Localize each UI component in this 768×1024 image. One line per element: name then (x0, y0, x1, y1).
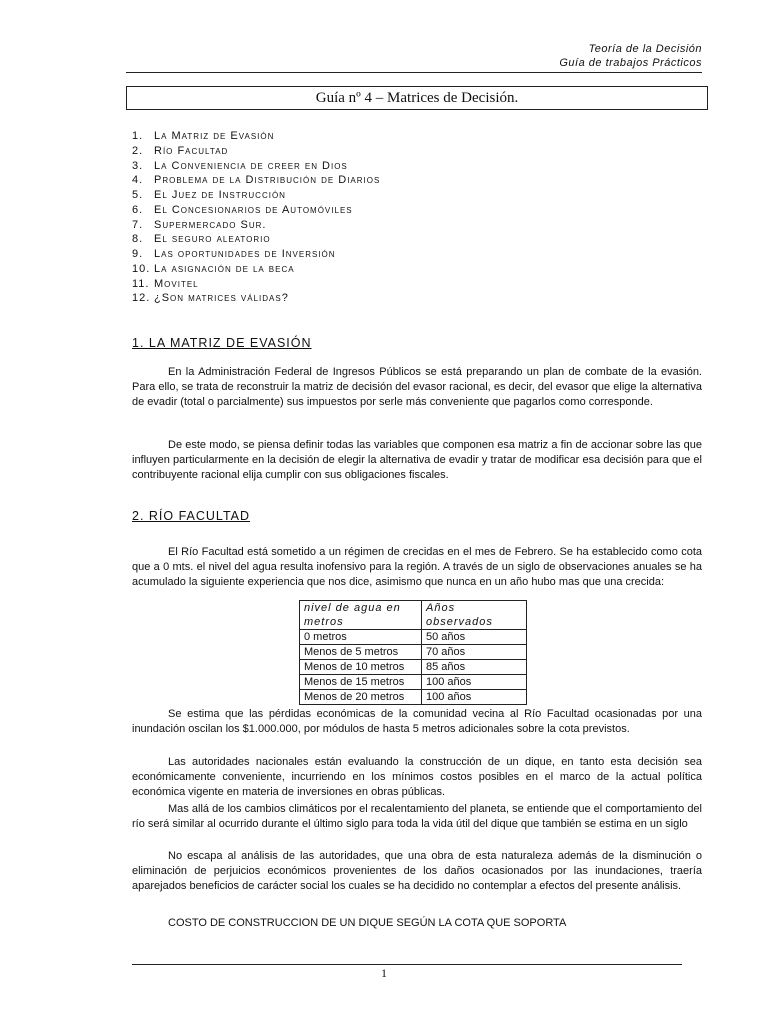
table-cell: 85 años (422, 660, 527, 675)
header-rule (126, 72, 702, 73)
paragraph-text: De este modo, se piensa definir todas las variables que componen esa matriz a fin de accionar sobre las que influyen particularmente en la decisión de elegir la alternativa de evadir y tratar de modificar esa decisión para que el contribuyente racional elija cumplir con sus obligaciones fiscales. (132, 439, 702, 481)
paragraph (132, 916, 702, 931)
toc-item-number: 9. (132, 248, 144, 260)
paragraph (132, 438, 702, 483)
toc-item-number: 11. (132, 277, 150, 290)
table-cell: 100 años (422, 690, 527, 705)
header-guide-subtitle: Guía de trabajos Prácticos (559, 57, 702, 69)
header-course-title: Teoría de la Decisión (588, 43, 702, 55)
table-of-contents (132, 129, 380, 306)
water-level-table (299, 600, 527, 705)
paragraph (132, 545, 702, 590)
toc-item (132, 218, 380, 233)
paragraph (132, 802, 702, 832)
toc-item-label: Río Facultad (154, 144, 229, 157)
toc-item-label: El Concesionarios de Automóviles (154, 203, 353, 216)
table-header-cell: nivel de agua en metros (300, 601, 422, 630)
table-cell: 50 años (422, 630, 527, 645)
table-row (300, 645, 527, 660)
toc-item (132, 232, 380, 247)
table-cell: Menos de 20 metros (300, 690, 422, 705)
table-cell: 70 años (422, 645, 527, 660)
toc-item (132, 277, 380, 292)
table-cell: Menos de 15 metros (300, 675, 422, 690)
table-header-row (300, 601, 527, 630)
table-header-cell: Años observados (422, 601, 527, 630)
toc-item-label: Supermercado Sur. (154, 218, 267, 231)
page-title: Guía nº 4 – Matrices de Decisión. (126, 86, 708, 110)
toc-item-label: Movitel (154, 277, 199, 290)
toc-item-number: 12. (132, 292, 151, 305)
page-header (559, 42, 702, 70)
toc-item (132, 129, 380, 144)
toc-item-label: El seguro aleatorio (154, 233, 271, 246)
toc-item-number: 8. (132, 233, 144, 246)
table-row (300, 690, 527, 705)
toc-item (132, 173, 380, 188)
table-cell: Menos de 10 metros (300, 660, 422, 675)
toc-item (132, 188, 380, 203)
toc-item-label: La Conveniencia de creer en Dios (154, 159, 348, 172)
paragraph-text: El Río Facultad está sometido a un régimen de crecidas en el mes de Febrero. Se ha establecido como cota que a 0 mts. el nivel del agua resulta inofensivo para la región. A través de un siglo de observaciones anuales se ha acumulado la siguiente experiencia que nos dice, asimismo que nunca en un año hubo mas que una crecida: (132, 546, 702, 588)
toc-item-number: 2. (132, 144, 144, 157)
table-row (300, 675, 527, 690)
toc-item (132, 262, 380, 277)
toc-item-label: ¿Son matrices válidas? (154, 292, 289, 305)
toc-item-number: 10. (132, 262, 151, 275)
paragraph-text: En la Administración Federal de Ingresos Públicos se está preparando un plan de combate de la evasión. Para ello, se trata de reconstruir la matriz de decisión del evasor racional, es decir, del evasor que elige la alternativa de evadir (total o parcialmente) sus impuestos por serle más conveniente que pagarlos como corresponde. (132, 366, 702, 408)
section-heading-rio-facultad: 2. RÍO FACULTAD (132, 509, 251, 523)
footer-rule (132, 964, 682, 965)
paragraph-text: Mas allá de los cambios climáticos por el recalentamiento del planeta, se entiende que el comportamiento del río será similar al ocurrido durante el último siglo para toda la vida útil del dique que también se estima en un siglo (132, 803, 702, 830)
toc-item (132, 144, 380, 159)
table-row (300, 630, 527, 645)
toc-item-label: El Juez de Instrucción (154, 189, 286, 201)
toc-item-number: 6. (132, 203, 144, 216)
toc-item (132, 159, 380, 174)
paragraph-text: Se estima que las pérdidas económicas de la comunidad vecina al Río Facultad ocasionadas por una inundación oscilan los $1.000.000, por módulos de hasta 5 metros adicionales sobre la cota previstos. (132, 708, 702, 735)
paragraph (132, 755, 702, 800)
toc-item (132, 247, 380, 262)
cost-table-caption: COSTO DE CONSTRUCCION DE UN DIQUE SEGÚN LA COTA QUE SOPORTA (168, 917, 567, 929)
toc-item-label: La asignación de la beca (154, 262, 295, 275)
table-row (300, 660, 527, 675)
toc-item-label: Problema de la Distribución de Diarios (154, 174, 381, 187)
toc-item-number: 5. (132, 189, 144, 201)
toc-item-number: 4. (132, 174, 144, 187)
toc-item-number: 3. (132, 159, 144, 172)
paragraph (132, 849, 702, 894)
paragraph-text: Las autoridades nacionales están evaluando la construcción de un dique, en tanto esta decisión sea económicamente conveniente, incurriendo en los mínimos costos posibles en el marco de la actual política económica vigente en materia de inversiones en obras públicas. (132, 756, 702, 798)
paragraph (132, 707, 702, 737)
paragraph-text: No escapa al análisis de las autoridades, que una obra de esta naturaleza además de la disminución o eliminación de perjuicios económicos provenientes de los daños ocasionados por las inundaciones, traería aparejados beneficios de carácter social los cuales se ha decidido no contemplar a efectos del presente análisis. (132, 850, 702, 892)
toc-item-number: 7. (132, 218, 144, 231)
page-number: 1 (381, 966, 387, 980)
section-heading-evasion: 1. LA MATRIZ DE EVASIÓN (132, 336, 312, 350)
toc-item-label: La Matriz de Evasión (154, 130, 275, 142)
paragraph (132, 365, 702, 410)
toc-item (132, 291, 380, 306)
table-cell: 0 metros (300, 630, 422, 645)
table-cell: 100 años (422, 675, 527, 690)
toc-item-label: Las oportunidades de Inversión (154, 248, 336, 260)
toc-item-number: 1. (132, 130, 144, 142)
table-cell: Menos de 5 metros (300, 645, 422, 660)
toc-item (132, 203, 380, 218)
